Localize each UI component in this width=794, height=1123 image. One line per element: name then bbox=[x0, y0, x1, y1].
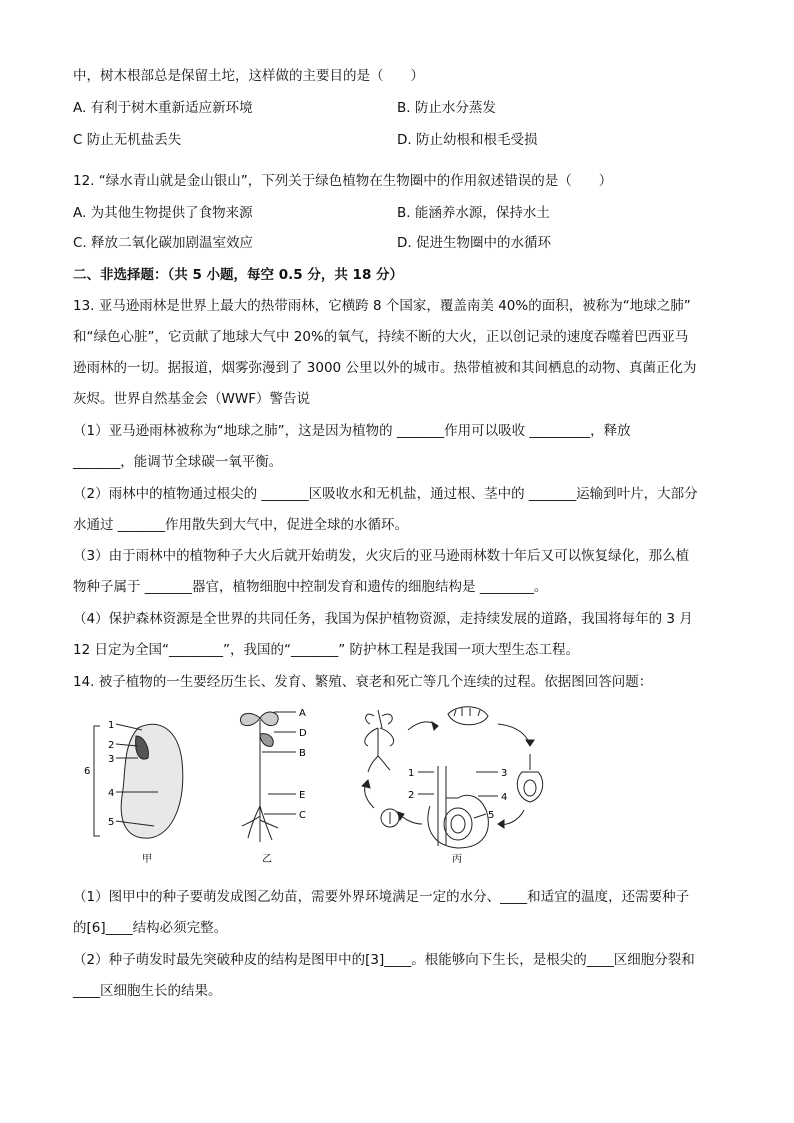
q13-sub3-line: （3）由于雨林中的植物种子大火后就开始萌发，火灾后的亚马逊雨林数十年后又可以恢复绿化，那么植 bbox=[73, 548, 690, 564]
section-title: 二、非选择题：（共 5 小题，每空 0.5 分，共 18 分） bbox=[73, 267, 404, 283]
bing-label: 5 bbox=[488, 810, 495, 821]
yi-label: C bbox=[299, 810, 306, 821]
q13-sub4-line: 12 日定为全国“________”，我国的“_______” 防护林工程是我国一项大型生态工程。 bbox=[73, 642, 579, 658]
q13-sub1-line: _______，能调节全球碳一氧平衡。 bbox=[73, 454, 283, 470]
q12-option-b: B. 能涵养水源，保持水土 bbox=[397, 205, 550, 221]
q13-sub1-line: （1）亚马逊雨林被称为“地球之肺”，这是因为植物的 _______作用可以吸收 _________，释放 bbox=[73, 423, 631, 439]
yi-label: B bbox=[299, 748, 306, 759]
yi-label: A bbox=[299, 708, 306, 719]
bing-label: 1 bbox=[408, 768, 415, 779]
q14-figures bbox=[78, 706, 598, 866]
q14-sub2-line: （2）种子萌发时最先突破种皮的结构是图甲中的[3]____。根能够向下生长，是根尖的____区细胞分裂和 bbox=[73, 952, 695, 968]
jia-label: 6 bbox=[84, 766, 91, 777]
figure-bing-lifecycle bbox=[362, 707, 543, 848]
q11-option-c: C 防止无机盐丢失 bbox=[73, 132, 182, 148]
q12-option-c: C. 释放二氧化碳加剧温室效应 bbox=[73, 235, 254, 251]
bing-caption: 丙 bbox=[452, 854, 462, 865]
yi-label: D bbox=[299, 728, 307, 739]
q12-stem: 12. “绿水青山就是金山银山”，下列关于绿色植物在生物圈中的作用叙述错误的是（ ） bbox=[73, 173, 613, 189]
q11-stem: 中，树木根部总是保留土坨，这样做的主要目的是（ ） bbox=[73, 68, 424, 84]
jia-label: 4 bbox=[108, 788, 115, 799]
yi-caption: 乙 bbox=[262, 854, 272, 865]
q13-para-line: 13. 亚马逊雨林是世界上最大的热带雨林，它横跨 8 个国家，覆盖南美 40%的面积，被称为“地球之肺” bbox=[73, 298, 691, 314]
q12-option-d: D. 促进生物圈中的水循环 bbox=[397, 235, 551, 251]
bing-label: 4 bbox=[501, 792, 508, 803]
q13-sub2-line: 水通过 _______作用散失到大气中，促进全球的水循环。 bbox=[73, 517, 409, 533]
q14-sub1-line: （1）图甲中的种子要萌发成图乙幼苗，需要外界环境满足一定的水分、____和适宜的温度，还需要种子 bbox=[73, 889, 690, 905]
q12-option-a: A. 为其他生物提供了食物来源 bbox=[73, 205, 253, 221]
q14-figure-svg bbox=[78, 706, 598, 866]
jia-label: 2 bbox=[108, 740, 115, 751]
jia-label: 1 bbox=[108, 720, 115, 731]
q13-sub2-line: （2）雨林中的植物通过根尖的 _______区吸收水和无机盐，通过根、茎中的 _______运输到叶片，大部分 bbox=[73, 486, 698, 502]
q13-para-line: 灰烬。世界自然基金会（WWF）警告说 bbox=[73, 391, 310, 407]
q13-sub4-line: （4）保护森林资源是全世界的共同任务，我国为保护植物资源，走持续发展的道路，我国将每年的 3 月 bbox=[73, 611, 693, 627]
q13-sub3-line: 物种子属于 _______器官，植物细胞中控制发育和遗传的细胞结构是 ________。 bbox=[73, 579, 548, 595]
figure-yi-seedling bbox=[240, 712, 296, 842]
q13-para-line: 逊雨林的一切。据报道，烟雾弥漫到了 3000 公里以外的城市。热带植被和其间栖息的动物、真菌正化为 bbox=[73, 360, 697, 376]
q13-para-line: 和“绿色心脏”，它贡献了地球大气中 20%的氧气，持续不断的大火，正以创记录的速度吞噬着巴西亚马 bbox=[73, 329, 689, 345]
q11-option-a: A. 有利于树木重新适应新环境 bbox=[73, 100, 253, 116]
q14-sub2-line: ____区细胞生长的结果。 bbox=[73, 983, 222, 999]
q11-option-b: B. 防止水分蒸发 bbox=[397, 100, 496, 116]
jia-label: 5 bbox=[108, 817, 115, 828]
jia-caption: 甲 bbox=[142, 854, 152, 865]
q14-sub1-line: 的[6]____结构必须完整。 bbox=[73, 920, 228, 936]
q14-stem: 14. 被子植物的一生要经历生长、发育、繁殖、衰老和死亡等几个连续的过程。依据图回答问题： bbox=[73, 674, 653, 690]
q11-option-d: D. 防止幼根和根毛受损 bbox=[397, 132, 538, 148]
jia-label: 3 bbox=[108, 754, 115, 765]
bing-label: 2 bbox=[408, 790, 415, 801]
bing-label: 3 bbox=[501, 768, 508, 779]
yi-label: E bbox=[299, 790, 306, 801]
